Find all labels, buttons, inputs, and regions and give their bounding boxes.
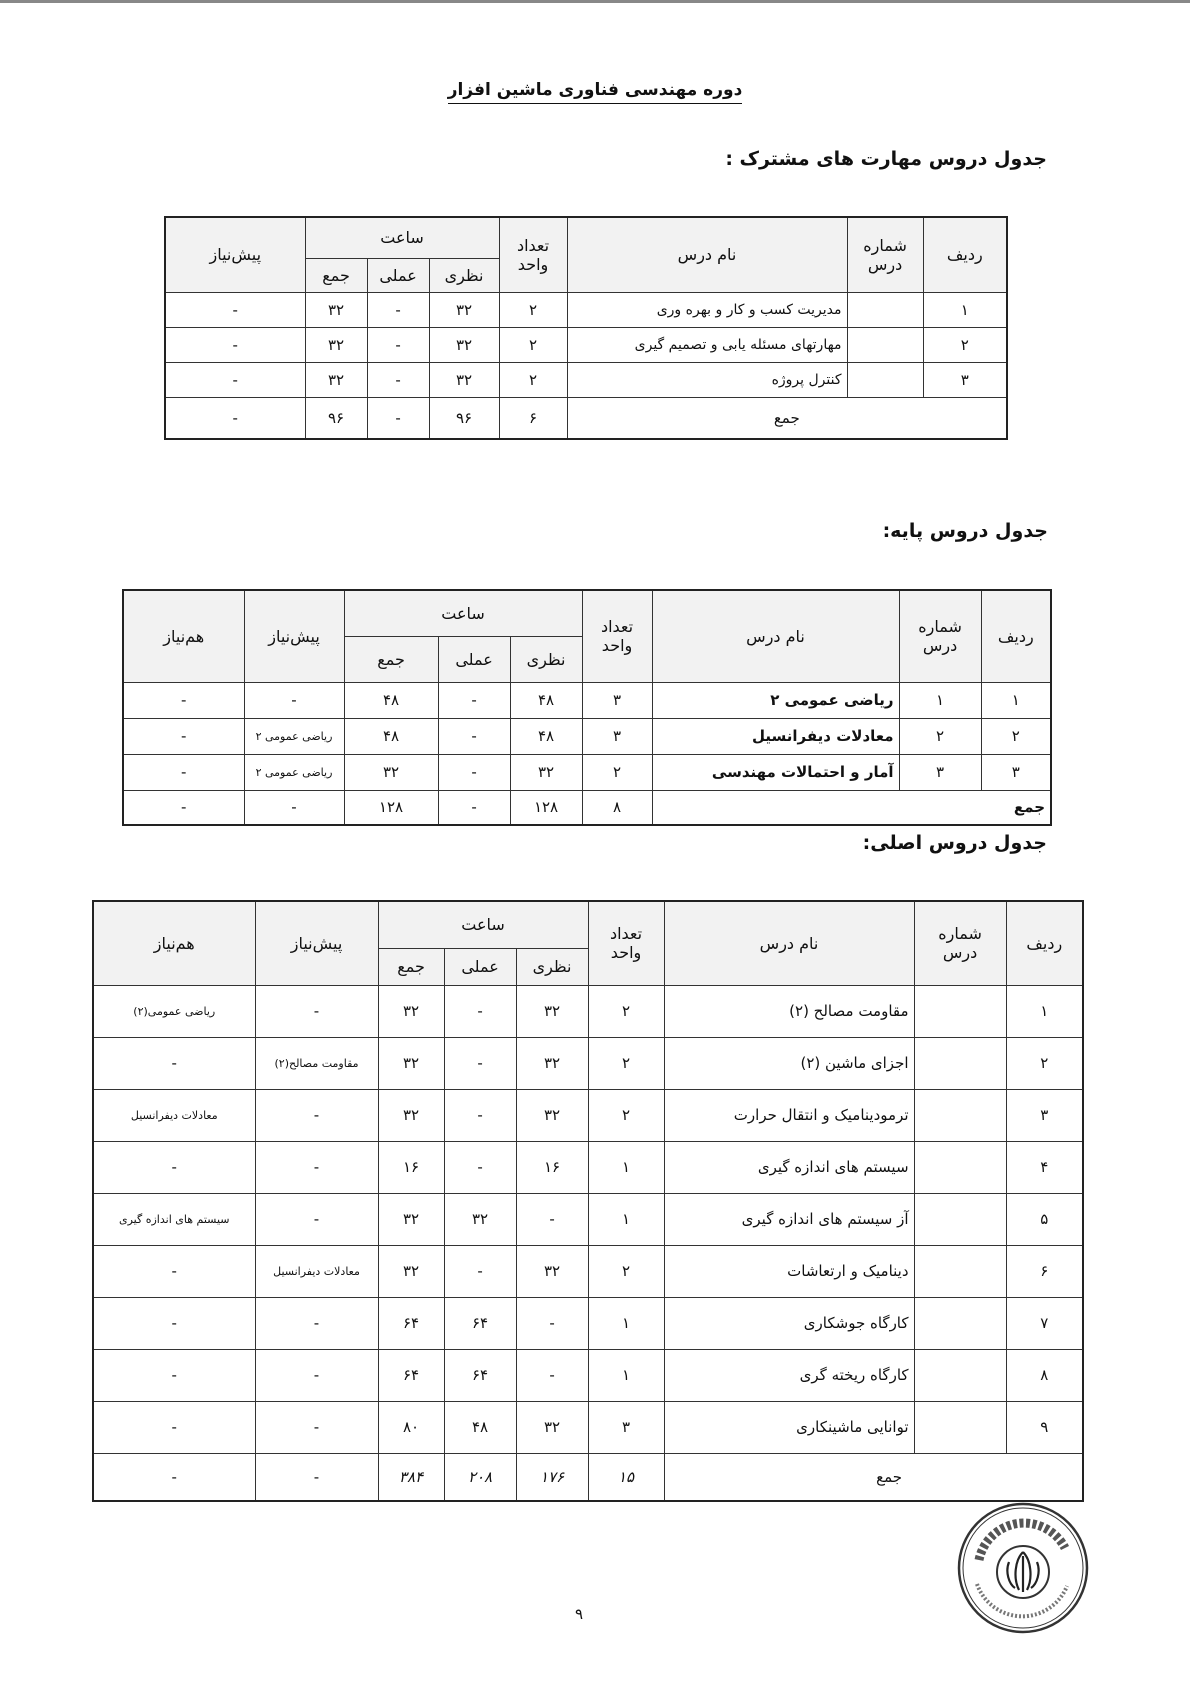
cell-theory: ۴۸ xyxy=(510,718,582,754)
header-total-hours: جمع xyxy=(344,636,438,682)
cell-code xyxy=(914,1349,1006,1401)
cell-radif: ۵ xyxy=(1006,1193,1083,1245)
cell-total: ۶۴ xyxy=(378,1297,444,1349)
cell-theory: - xyxy=(516,1349,588,1401)
cell-course-name: دینامیک و ارتعاشات xyxy=(664,1245,914,1297)
header-theory: نظری xyxy=(516,948,588,985)
cell-practical: - xyxy=(444,1245,516,1297)
cell-corequisite: - xyxy=(123,718,244,754)
cell-corequisite: - xyxy=(123,754,244,790)
cell-radif: ۱ xyxy=(923,292,1007,327)
cell-code xyxy=(914,1141,1006,1193)
cell-prerequisite: - xyxy=(165,327,305,362)
cell-radif: ۶ xyxy=(1006,1245,1083,1297)
cell-theory: ۳۲ xyxy=(516,1401,588,1453)
cell-total: ۳۲ xyxy=(378,1193,444,1245)
cell-radif: ۱ xyxy=(1006,985,1083,1037)
header-units: تعداد واحد xyxy=(588,901,664,985)
cell-code: ۲ xyxy=(899,718,981,754)
cell-total: ۳۲ xyxy=(378,985,444,1037)
header-course-code: شماره درس xyxy=(899,590,981,682)
cell-practical: ۳۲ xyxy=(444,1193,516,1245)
cell-prerequisite: - xyxy=(165,397,305,439)
cell-units: ۲ xyxy=(588,1089,664,1141)
cell-radif: ۴ xyxy=(1006,1141,1083,1193)
cell-code: ۳ xyxy=(899,754,981,790)
cell-total: ۳۲ xyxy=(344,754,438,790)
cell-theory: ۳۲ xyxy=(516,1089,588,1141)
cell-practical: ۶۴ xyxy=(444,1349,516,1401)
cell-prerequisite: معادلات دیفرانسیل xyxy=(255,1245,378,1297)
table1-heading: جدول دروس مهارت های مشترک : xyxy=(725,148,1047,170)
table-row xyxy=(93,1401,1083,1453)
cell-code xyxy=(914,1297,1006,1349)
cell-radif: ۳ xyxy=(1006,1089,1083,1141)
cell-theory: ۳۲ xyxy=(429,362,499,397)
cell-code xyxy=(914,1193,1006,1245)
cell-corequisite: - xyxy=(123,682,244,718)
cell-corequisite: - xyxy=(93,1453,255,1501)
cell-practical: ۴۸ xyxy=(444,1401,516,1453)
cell-practical: ۶۴ xyxy=(444,1297,516,1349)
cell-course-name: اجزای ماشین (۲) xyxy=(664,1037,914,1089)
cell-code: ۱ xyxy=(899,682,981,718)
cell-prerequisite: - xyxy=(165,292,305,327)
cell-units: ۸ xyxy=(582,790,652,825)
cell-practical: - xyxy=(367,362,429,397)
cell-theory: ۳۲ xyxy=(516,1245,588,1297)
cell-total: ۱۶ xyxy=(378,1141,444,1193)
cell-prerequisite: - xyxy=(165,362,305,397)
cell-radif: ۷ xyxy=(1006,1297,1083,1349)
cell-total: ۳۲ xyxy=(305,362,367,397)
cell-code xyxy=(914,1245,1006,1297)
cell-corequisite: معادلات دیفرانسیل xyxy=(93,1089,255,1141)
cell-code xyxy=(914,1401,1006,1453)
cell-theory: ۱۲۸ xyxy=(510,790,582,825)
table-row xyxy=(93,1193,1083,1245)
cell-units: ۲ xyxy=(588,985,664,1037)
document-title-text: دوره مهندسی فناوری ماشین افزار xyxy=(448,80,743,104)
cell-corequisite: سیستم های اندازه گیری xyxy=(93,1193,255,1245)
header-hours: ساعت xyxy=(378,901,588,948)
header-course-code: شماره درس xyxy=(847,217,923,292)
cell-prerequisite: ریاضی عمومی ۲ xyxy=(244,754,344,790)
cell-total-label: جمع xyxy=(664,1453,1083,1501)
cell-corequisite: - xyxy=(93,1245,255,1297)
cell-total: ۳۲ xyxy=(305,327,367,362)
table-row xyxy=(93,1141,1083,1193)
header-corequisite: هم‌نیاز xyxy=(93,901,255,985)
header-course-name: نام درس xyxy=(664,901,914,985)
total-row xyxy=(93,1453,1083,1501)
cell-total: ۱۲۸ xyxy=(344,790,438,825)
header-hours: ساعت xyxy=(344,590,582,636)
table-row xyxy=(93,1245,1083,1297)
header-radif: ردیف xyxy=(923,217,1007,292)
cell-corequisite: - xyxy=(123,790,244,825)
cell-units: ۲ xyxy=(588,1245,664,1297)
cell-units: ۳ xyxy=(582,682,652,718)
cell-prerequisite: - xyxy=(255,1141,378,1193)
cell-prerequisite: - xyxy=(255,1193,378,1245)
cell-units: ۲ xyxy=(499,292,567,327)
header-course-name: نام درس xyxy=(652,590,899,682)
cell-prerequisite: - xyxy=(255,1401,378,1453)
cell-practical: - xyxy=(438,682,510,718)
cell-course-name: آز سیستم های اندازه گیری xyxy=(664,1193,914,1245)
cell-radif: ۱ xyxy=(981,682,1051,718)
cell-practical: ۲۰۸ xyxy=(444,1453,516,1501)
table-row xyxy=(93,1297,1083,1349)
cell-practical: - xyxy=(367,292,429,327)
table-row xyxy=(123,754,1051,790)
cell-practical: - xyxy=(367,327,429,362)
header-course-code: شماره درس xyxy=(914,901,1006,985)
cell-total: ۳۲ xyxy=(378,1037,444,1089)
cell-course-name: توانایی ماشینکاری xyxy=(664,1401,914,1453)
header-total-hours: جمع xyxy=(378,948,444,985)
main-courses-table xyxy=(92,900,1084,1502)
cell-total: ۳۲ xyxy=(305,292,367,327)
cell-units: ۲ xyxy=(499,327,567,362)
cell-course-name: کنترل پروژه xyxy=(567,362,847,397)
cell-prerequisite: ریاضی عمومی ۲ xyxy=(244,718,344,754)
cell-prerequisite: - xyxy=(244,682,344,718)
cell-practical: - xyxy=(367,397,429,439)
cell-prerequisite: - xyxy=(255,1089,378,1141)
cell-course-name: کارگاه جوشکاری xyxy=(664,1297,914,1349)
cell-total-label: جمع xyxy=(567,397,1007,439)
cell-theory: - xyxy=(516,1193,588,1245)
cell-practical: - xyxy=(444,1141,516,1193)
cell-corequisite: - xyxy=(93,1297,255,1349)
table-row xyxy=(93,985,1083,1037)
header-radif: ردیف xyxy=(1006,901,1083,985)
table3-heading: جدول دروس اصلی: xyxy=(862,832,1047,854)
cell-total: ۶۴ xyxy=(378,1349,444,1401)
cell-practical: - xyxy=(444,1089,516,1141)
cell-prerequisite: - xyxy=(255,1349,378,1401)
table-row xyxy=(123,682,1051,718)
header-corequisite: هم‌نیاز xyxy=(123,590,244,682)
total-row xyxy=(165,397,1007,439)
header-practical: عملی xyxy=(367,258,429,292)
header-course-name: نام درس xyxy=(567,217,847,292)
cell-total: ۴۸ xyxy=(344,682,438,718)
cell-corequisite: - xyxy=(93,1141,255,1193)
cell-code xyxy=(914,1089,1006,1141)
cell-course-name: مدیریت کسب و کار و بهره وری xyxy=(567,292,847,327)
cell-total: ۹۶ xyxy=(305,397,367,439)
cell-course-name: مقاومت مصالح (۲) xyxy=(664,985,914,1037)
header-practical: عملی xyxy=(438,636,510,682)
table-row xyxy=(165,327,1007,362)
cell-theory: ۳۲ xyxy=(429,292,499,327)
cell-practical: - xyxy=(444,1037,516,1089)
table2-heading: جدول دروس پایه: xyxy=(882,520,1048,542)
header-hours: ساعت xyxy=(305,217,499,258)
table-row xyxy=(165,362,1007,397)
cell-prerequisite: مقاومت مصالح(۲) xyxy=(255,1037,378,1089)
cell-radif: ۲ xyxy=(1006,1037,1083,1089)
cell-practical: - xyxy=(438,754,510,790)
cell-units: ۲ xyxy=(499,362,567,397)
header-total-hours: جمع xyxy=(305,258,367,292)
cell-theory: ۳۲ xyxy=(516,1037,588,1089)
header-radif: ردیف xyxy=(981,590,1051,682)
cell-prerequisite: - xyxy=(255,1453,378,1501)
cell-theory: - xyxy=(516,1297,588,1349)
cell-theory: ۱۶ xyxy=(516,1141,588,1193)
basic-courses-table xyxy=(122,589,1052,826)
cell-units: ۱ xyxy=(588,1193,664,1245)
cell-practical: - xyxy=(444,985,516,1037)
cell-code xyxy=(847,292,923,327)
header-practical: عملی xyxy=(444,948,516,985)
cell-course-name: معادلات دیفرانسیل xyxy=(652,718,899,754)
header-prerequisite: پیش‌نیاز xyxy=(255,901,378,985)
table-row xyxy=(93,1349,1083,1401)
cell-corequisite: - xyxy=(93,1401,255,1453)
cell-theory: ۴۸ xyxy=(510,682,582,718)
cell-theory: ۳۲ xyxy=(510,754,582,790)
cell-course-name: ترمودینامیک و انتقال حرارت xyxy=(664,1089,914,1141)
cell-radif: ۲ xyxy=(981,718,1051,754)
cell-prerequisite: - xyxy=(255,985,378,1037)
table-row xyxy=(93,1037,1083,1089)
table-row xyxy=(123,718,1051,754)
cell-total: ۳۸۴ xyxy=(378,1453,444,1501)
cell-code xyxy=(847,362,923,397)
cell-corequisite: - xyxy=(93,1037,255,1089)
cell-total: ۴۸ xyxy=(344,718,438,754)
page-number: ۹ xyxy=(575,1605,584,1623)
cell-theory: ۳۲ xyxy=(516,985,588,1037)
cell-prerequisite: - xyxy=(255,1297,378,1349)
cell-units: ۱ xyxy=(588,1141,664,1193)
cell-corequisite: - xyxy=(93,1349,255,1401)
header-units: تعداد واحد xyxy=(582,590,652,682)
cell-radif: ۹ xyxy=(1006,1401,1083,1453)
cell-units: ۱ xyxy=(588,1349,664,1401)
cell-units: ۱ xyxy=(588,1297,664,1349)
cell-prerequisite: - xyxy=(244,790,344,825)
cell-total-label: جمع xyxy=(652,790,1051,825)
cell-units: ۲ xyxy=(588,1037,664,1089)
cell-units: ۲ xyxy=(582,754,652,790)
cell-theory: ۳۲ xyxy=(429,327,499,362)
header-prerequisite: پیش‌نیاز xyxy=(165,217,305,292)
cell-radif: ۳ xyxy=(981,754,1051,790)
table-row xyxy=(93,1089,1083,1141)
header-theory: نظری xyxy=(429,258,499,292)
ministry-seal-icon xyxy=(955,1500,1091,1636)
cell-radif: ۳ xyxy=(923,362,1007,397)
cell-total: ۸۰ xyxy=(378,1401,444,1453)
cell-practical: - xyxy=(438,718,510,754)
cell-course-name: سیستم های اندازه گیری xyxy=(664,1141,914,1193)
cell-radif: ۲ xyxy=(923,327,1007,362)
cell-course-name: مهارتهای مسئله یابی و تصمیم گیری xyxy=(567,327,847,362)
cell-code xyxy=(914,1037,1006,1089)
cell-theory: ۱۷۶ xyxy=(516,1453,588,1501)
header-theory: نظری xyxy=(510,636,582,682)
cell-radif: ۸ xyxy=(1006,1349,1083,1401)
cell-total: ۳۲ xyxy=(378,1245,444,1297)
cell-units: ۳ xyxy=(588,1401,664,1453)
cell-theory: ۹۶ xyxy=(429,397,499,439)
cell-course-name: آمار و احتمالات مهندسی xyxy=(652,754,899,790)
document-title xyxy=(0,80,1190,100)
cell-units: ۳ xyxy=(582,718,652,754)
cell-practical: - xyxy=(438,790,510,825)
cell-corequisite: ریاضی عمومی(۲) xyxy=(93,985,255,1037)
cell-code xyxy=(914,985,1006,1037)
cell-units: ۱۵ xyxy=(588,1453,664,1501)
cell-units: ۶ xyxy=(499,397,567,439)
cell-code xyxy=(847,327,923,362)
total-row xyxy=(123,790,1051,825)
scan-edge-line xyxy=(0,0,1190,3)
table-row xyxy=(165,292,1007,327)
cell-course-name: کارگاه ریخته گری xyxy=(664,1349,914,1401)
cell-total: ۳۲ xyxy=(378,1089,444,1141)
common-skills-table xyxy=(164,216,1008,440)
header-prerequisite: پیش‌نیاز xyxy=(244,590,344,682)
cell-course-name: ریاضی عمومی ۲ xyxy=(652,682,899,718)
header-units: تعداد واحد xyxy=(499,217,567,292)
